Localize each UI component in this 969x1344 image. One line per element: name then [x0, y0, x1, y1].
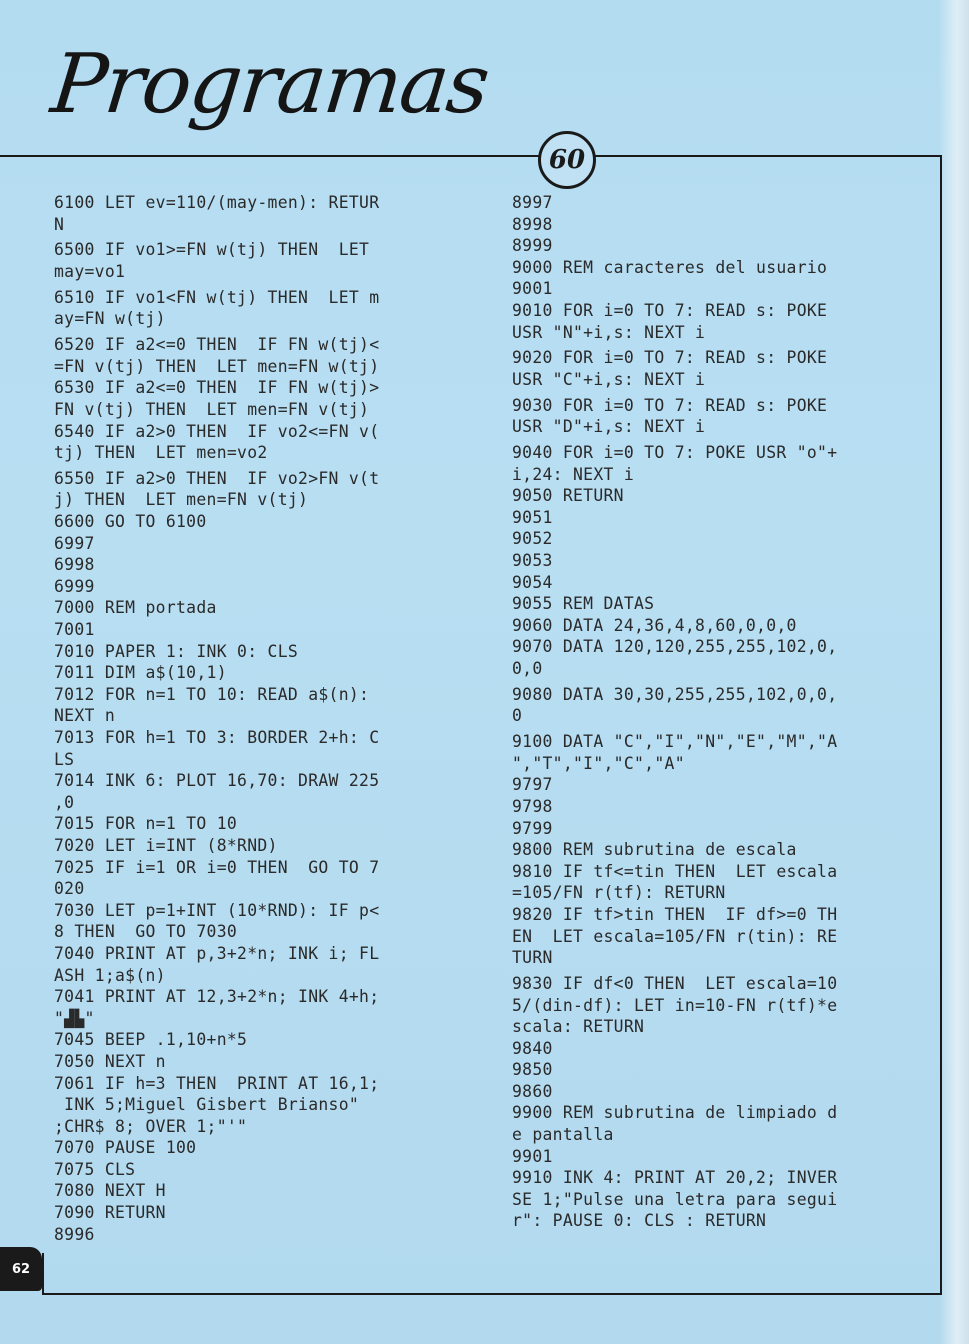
code-line: USR "N"+i,s: NEXT i [512, 322, 706, 342]
code-line: USR "C"+i,s: NEXT i [512, 369, 706, 389]
code-line: 9900 REM subrutina de limpiado d [512, 1103, 838, 1123]
code-line: "▟▙" [54, 1008, 95, 1028]
code-line: 7014 INK 6: PLOT 16,70: DRAW 225 [54, 771, 380, 791]
code-line: 6510 IF vo1<FN w(tj) THEN LET m [54, 287, 380, 307]
code-line: 9840 [512, 1038, 553, 1058]
code-line: 9030 FOR i=0 TO 7: READ s: POKE [512, 395, 828, 415]
code-line: 7070 PAUSE 100 [54, 1138, 197, 1158]
code-line: tj) THEN LET men=vo2 [54, 443, 268, 463]
code-line: scala: RETURN [512, 1017, 645, 1037]
code-line: 9850 [512, 1060, 553, 1080]
code-line: TURN [512, 948, 553, 968]
code-line: ,0 [54, 792, 75, 812]
code-line: EN LET escala=105/FN r(tin): RE [512, 926, 838, 946]
code-line: 7011 DIM a$(10,1) [54, 663, 227, 683]
code-line: ","T","I","C","A" [512, 753, 685, 773]
code-line: 7045 BEEP .1,10+n*5 [54, 1030, 248, 1050]
code-line: 6998 [54, 555, 95, 575]
code-line: SE 1;"Pulse una letra para segui [512, 1189, 838, 1209]
code-line: 7013 FOR h=1 TO 3: BORDER 2+h: C [54, 728, 380, 747]
code-line: 6600 GO TO 6100 [54, 512, 207, 532]
code-line: 5/(din-df): LET in=10-FN r(tf)*e [512, 995, 838, 1015]
code-line: j) THEN LET men=FN v(tj) [54, 490, 309, 510]
code-line: 9010 FOR i=0 TO 7: READ s: POKE [512, 300, 828, 320]
code-line: 6550 IF a2>0 THEN IF vo2>FN v(t [54, 468, 380, 488]
code-line: FN v(tj) THEN LET men=FN v(tj) [54, 399, 370, 419]
frame-bottom-rule [42, 1293, 942, 1295]
frame-left-rule [42, 1253, 44, 1294]
code-line: r": PAUSE 0: CLS : RETURN [512, 1211, 767, 1231]
code-line: 9798 [512, 796, 553, 816]
code-line: 6540 IF a2>0 THEN IF vo2<=FN v( [54, 421, 380, 441]
code-line: 7010 PAPER 1: INK 0: CLS [54, 641, 299, 661]
code-line: NEXT n [54, 706, 116, 726]
code-line: 7075 CLS [54, 1159, 136, 1179]
code-line: 9860 [512, 1081, 553, 1101]
code-line: =FN v(tj) THEN LET men=FN w(tj) [54, 356, 380, 376]
code-line: 6500 IF vo1>=FN w(tj) THEN LET [54, 240, 370, 260]
code-line: 7001 [54, 620, 95, 640]
code-line: 9050 RETURN [512, 486, 624, 506]
code-line: 9800 REM subrutina de escala [512, 840, 797, 860]
code-line: 8997 [512, 193, 553, 212]
code-line: 9040 FOR i=0 TO 7: POKE USR "o"+ [512, 443, 838, 463]
code-line: 9055 REM DATAS [512, 594, 655, 614]
code-line: 7090 RETURN [54, 1203, 166, 1223]
code-line: 9810 IF tf<=tin THEN LET escala [512, 861, 838, 881]
code-line: 9910 INK 4: PRINT AT 20,2; INVER [512, 1168, 838, 1188]
code-line: INK 5;Miguel Gisbert Brianso" [54, 1095, 360, 1115]
code-line: 9053 [512, 551, 553, 571]
code-line: 8999 [512, 236, 553, 256]
code-line: e pantalla [512, 1125, 614, 1145]
code-line: ay=FN w(tj) [54, 309, 166, 329]
code-line: 8996 [54, 1224, 95, 1244]
code-line: 9060 DATA 24,36,4,8,60,0,0,0 [512, 615, 797, 635]
code-line: 9051 [512, 507, 553, 527]
code-line: USR "D"+i,s: NEXT i [512, 417, 706, 437]
page-edge [939, 0, 969, 1344]
code-line: 7020 LET i=INT (8*RND) [54, 835, 278, 855]
code-line: 9052 [512, 529, 553, 549]
program-number-badge: 60 [538, 131, 596, 189]
code-line: 7041 PRINT AT 12,3+2*n; INK 4+h; [54, 987, 380, 1007]
page-number: 62 [0, 1247, 42, 1291]
code-line: 9901 [512, 1146, 553, 1166]
code-line: 7025 IF i=1 OR i=0 THEN GO TO 7 [54, 857, 380, 877]
code-line: 7061 IF h=3 THEN PRINT AT 16,1; [54, 1073, 380, 1093]
code-line: ASH 1;a$(n) [54, 965, 166, 985]
section-title: Programas [47, 37, 493, 132]
code-line: 6100 LET ev=110/(may-men): RETUR [54, 193, 380, 212]
code-line: 9001 [512, 279, 553, 299]
code-line: may=vo1 [54, 261, 126, 281]
code-line: 7030 LET p=1+INT (10*RND): IF p< [54, 900, 380, 920]
code-line: 9054 [512, 572, 553, 592]
code-line: 0,0 [512, 659, 543, 679]
code-line: 9000 REM caracteres del usuario [512, 257, 828, 277]
code-line: 9797 [512, 775, 553, 795]
code-line: 9100 DATA "C","I","N","E","M","A [512, 732, 838, 752]
title-rule [0, 155, 942, 157]
code-line: 7080 NEXT H [54, 1181, 166, 1201]
code-line: 9799 [512, 818, 553, 838]
code-line: 6530 IF a2<=0 THEN IF FN w(tj)> [54, 378, 380, 398]
code-line: 9020 FOR i=0 TO 7: READ s: POKE [512, 348, 828, 368]
code-line: 020 [54, 879, 85, 899]
code-line: 9830 IF df<0 THEN LET escala=10 [512, 973, 838, 993]
code-line: i,24: NEXT i [512, 464, 635, 484]
code-line: 0 [512, 706, 523, 726]
code-line: 6997 [54, 533, 95, 553]
listing-left-column [54, 192, 379, 1245]
code-line: 9820 IF tf>tin THEN IF df>=0 TH [512, 904, 838, 924]
code-line: 7015 FOR n=1 TO 10 [54, 814, 238, 834]
code-line: 7000 REM portada [54, 598, 217, 618]
code-line: 7050 NEXT n [54, 1051, 166, 1071]
code-line: LS [54, 749, 75, 769]
code-line: 8 THEN GO TO 7030 [54, 922, 238, 942]
code-line: 8998 [512, 214, 553, 234]
code-line: 9070 DATA 120,120,255,255,102,0, [512, 637, 838, 657]
frame-right-rule [940, 155, 942, 1295]
code-line: 6999 [54, 576, 95, 596]
code-line: 7040 PRINT AT p,3+2*n; INK i; FL [54, 943, 380, 963]
code-line: 9080 DATA 30,30,255,255,102,0,0, [512, 684, 838, 704]
code-line: N [54, 214, 65, 234]
code-line: 7012 FOR n=1 TO 10: READ a$(n): [54, 684, 370, 704]
listing-right-column [512, 192, 837, 1232]
code-line: 6520 IF a2<=0 THEN IF FN w(tj)< [54, 335, 380, 355]
code-line: =105/FN r(tf): RETURN [512, 883, 726, 903]
code-line: ;CHR$ 8; OVER 1;"'" [54, 1116, 248, 1136]
